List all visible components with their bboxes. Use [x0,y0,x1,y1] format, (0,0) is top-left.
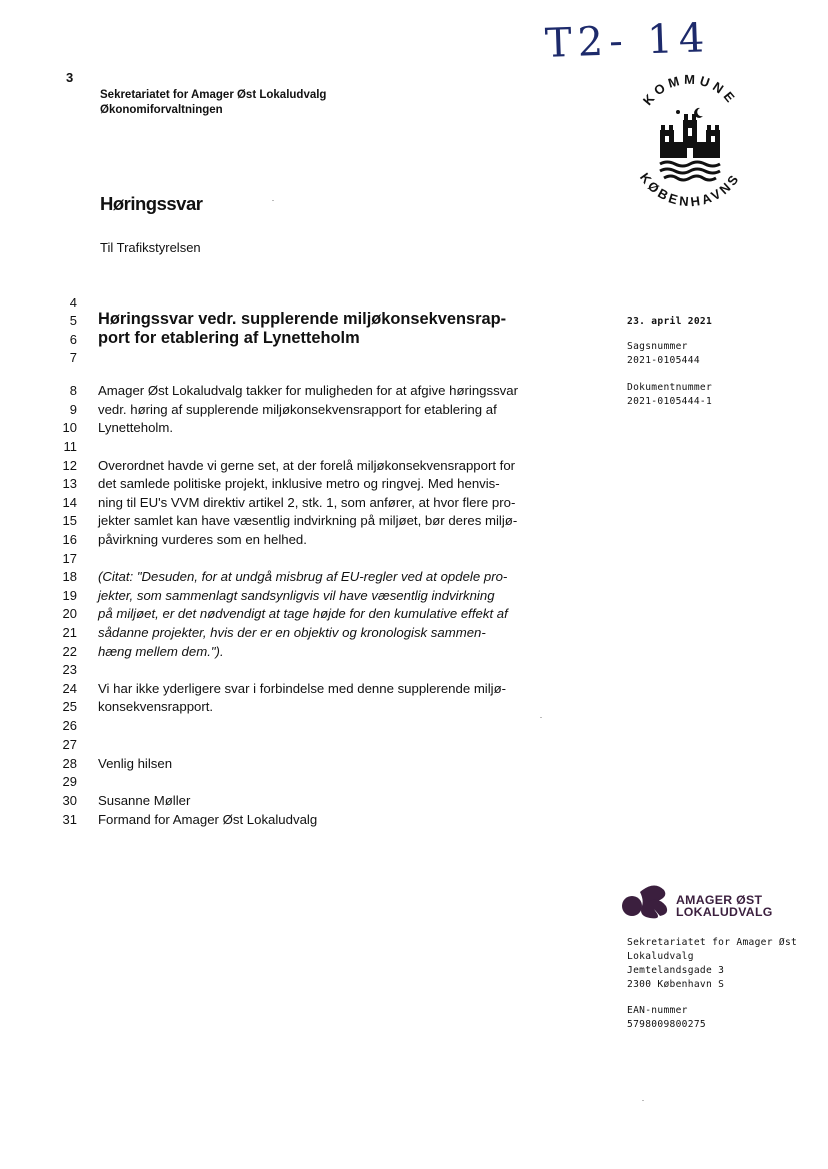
quote-line: på miljøet, er det nødvendigt at tage højde for den kumulative effekt af [98,606,508,621]
line-number: 28 [62,756,77,771]
body-line: konsekvensrapport. [98,699,214,714]
scan-speck [540,717,542,718]
body-line: jekter samlet kan have væsentlig indvirkning på miljøet, bør deres miljø- [98,513,518,528]
line-number: 23 [62,662,77,677]
body-line: Lynetteholm. [98,420,174,435]
line-number: 6 [69,332,77,347]
case-number-label: Sagsnummer [627,341,688,352]
logo-text-line-1: AMAGER ØST [676,893,763,907]
line-number: 16 [62,532,77,547]
page-marker: 3 [66,70,74,85]
sender-block [100,88,326,117]
body-line: vedr. høring af supplerende miljøkonsekvensrapport for etablering af [98,402,497,417]
sender-line-2: Økonomiforvaltningen [100,103,223,116]
quote-line: (Citat: "Desuden, for at undgå misbrug af EU-regler ved at opdele pro- [98,569,508,584]
document-number: 2021-0105444-1 [627,396,713,407]
amager-ost-logo-icon [622,882,674,920]
closing-greeting: Venlig hilsen [98,756,173,771]
line-number: 4 [69,295,77,310]
address-line: Lokaludvalg [627,951,694,962]
document-number-label: Dokumentnummer [627,382,713,393]
line-number: 24 [62,681,77,696]
line-number: 31 [62,812,77,827]
case-number: 2021-0105444 [627,355,700,366]
quote-line: hæng mellem dem."). [98,644,224,659]
document-type-heading: Høringssvar [100,193,203,214]
line-number: 9 [69,402,77,417]
line-number: 7 [69,350,77,365]
line-number: 8 [69,383,77,398]
line-number: 26 [62,718,77,733]
scan-speck [272,200,274,201]
line-number: 13 [62,476,77,491]
address-line: 2300 København S [627,979,725,990]
body-line: Vi har ikke yderligere svar i forbindelse med denne supplerende miljø- [98,681,507,696]
subject-line-1: Høringssvar vedr. supplerende miljøkonsekvensrap- [98,310,507,328]
svg-text:KØBENHAVNS: KØBENHAVNS [637,170,743,210]
document-date: 23. april 2021 [627,316,713,327]
body-line: ning til EU's VVM direktiv artikel 2, stk. 1, som anfører, at hvor flere pro- [98,495,516,510]
line-number: 17 [62,551,77,566]
line-number: 29 [62,774,77,789]
line-number: 5 [69,313,77,328]
quote-line: sådanne projekter, hvis der er en objektiv og kronologisk sammen- [98,625,486,640]
line-number: 22 [62,644,77,659]
scan-speck [642,1100,644,1101]
line-number: 21 [62,625,77,640]
logo-text-line-2: LOKALUDVALG [676,905,773,919]
svg-text:KOMMUNE: KOMMUNE [639,71,741,109]
subject-line-2: port for etablering af Lynetteholm [98,329,360,347]
address-line: Sekretariatet for Amager Øst [627,937,798,948]
line-number: 11 [63,439,77,454]
ean-label: EAN-nummer [627,1005,688,1016]
handwritten-annotation: T2- 14 [544,15,712,67]
sender-line-1: Sekretariatet for Amager Øst Lokaludvalg [100,89,327,101]
signatory-name: Susanne Møller [98,793,191,808]
line-number: 14 [62,495,77,510]
line-number: 10 [62,420,77,435]
line-number: 19 [62,588,77,603]
signatory-title: Formand for Amager Øst Lokaludvalg [98,812,318,827]
line-number: 30 [62,793,77,808]
body-line: Overordnet havde vi gerne set, at der forelå miljøkonsekvensrapport for [98,458,516,473]
kobenhavns-kommune-coat-of-arms [620,70,760,210]
ean-number: 5798009800275 [627,1019,706,1030]
body-line: Amager Øst Lokaludvalg takker for muligheden for at afgive høringssvar [98,383,519,398]
line-number: 25 [62,699,77,714]
line-number: 15 [62,513,77,528]
line-number: 12 [62,458,77,473]
line-number: 18 [62,569,77,584]
line-number: 20 [62,606,77,621]
body-line: påvirkning vurderes som en helhed. [98,532,307,547]
address-line: Jemtelandsgade 3 [627,965,725,976]
quote-line: jekter, som sammenlagt sandsynligvis vil have væsentlig indvirkning [98,588,495,603]
recipient: Til Trafikstyrelsen [100,240,201,255]
body-line: det samlede politiske projekt, inklusive metro og ringvej. Med henvis- [98,476,500,491]
line-number: 27 [62,737,77,752]
